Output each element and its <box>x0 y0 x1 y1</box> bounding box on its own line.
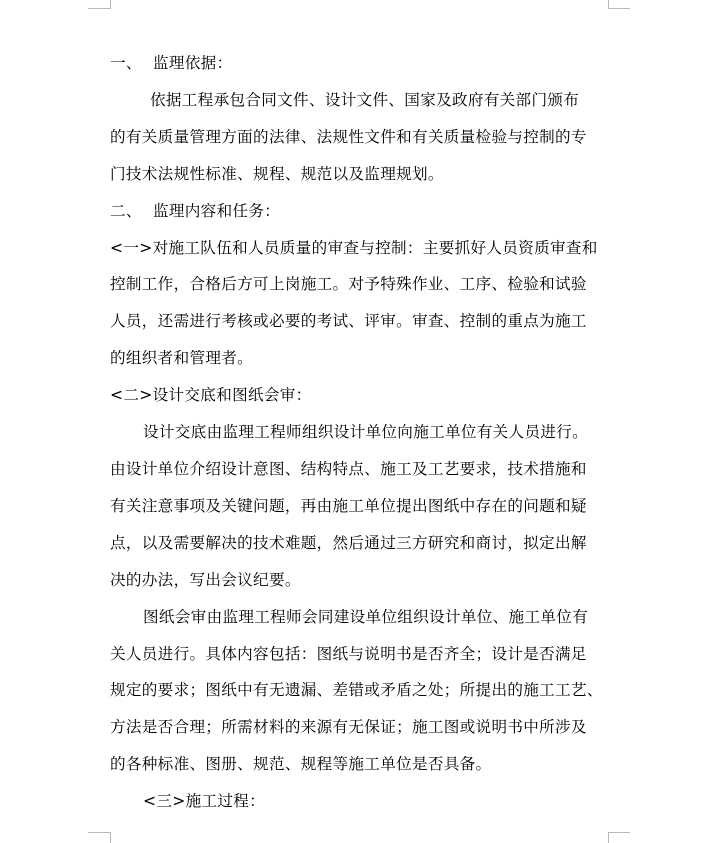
item1-line-3: 人员，还需进行考核或必要的考试、评审。审查、控制的重点为施工 <box>110 312 587 331</box>
crop-mark-top-left-h <box>88 8 110 9</box>
section1-heading <box>110 48 610 79</box>
item2-heading: <二>设计交底和图纸会审： <box>110 386 312 405</box>
item1-line-4: 的组织者和管理者。 <box>110 349 254 368</box>
crop-mark-bottom-left-h <box>88 832 110 833</box>
crop-mark-top-right-v <box>608 0 609 9</box>
document-body <box>110 48 610 817</box>
crop-mark-bottom-right-v <box>608 832 609 843</box>
crop-mark-bottom-right-h <box>608 832 630 833</box>
section1-title: 监理依据： <box>153 54 233 72</box>
item2-para2-line-2: 关人员进行。具体内容包括：图纸与说明书是否齐全；设计是否满足 <box>110 644 587 663</box>
item2-para1-line-5: 决的办法，写出会议纪要。 <box>110 570 301 589</box>
item2-para1-line-1: 设计交底由监理工程师组织设计单位向施工单位有关人员进行。 <box>143 423 589 442</box>
item2-para2-line-1: 图纸会审由监理工程师会同建设单位组织设计单位、施工单位有 <box>143 607 589 626</box>
section1-line-2: 的有关质量管理方面的法律、法规性文件和有关质量检验与控制的专 <box>110 127 587 146</box>
item2-para2-line-3: 规定的要求；图纸中有无遗漏、差错或矛盾之处；所提出的施工工艺、 <box>110 681 603 700</box>
item2-para2-line-4: 方法是否合理；所需材料的来源有无保证；施工图或说明书中所涉及 <box>110 718 587 737</box>
section2-heading <box>110 196 610 227</box>
item1-line-1: <一>对施工队伍和人员质量的审查与控制：主要抓好人员资质审查和 <box>110 238 598 257</box>
section2-number: 二、 <box>110 201 142 220</box>
crop-mark-top-left-v <box>110 0 111 9</box>
section1-line-3: 门技术法规性标准、规程、规范以及监理规划。 <box>110 164 444 183</box>
item3-heading: <三>施工过程： <box>143 792 266 811</box>
crop-mark-top-right-h <box>608 8 630 9</box>
section1-line-1: 依据工程承包合同文件、设计文件、国家及政府有关部门颁布 <box>150 90 580 109</box>
item2-para1-line-4: 点，以及需要解决的技术难题，然后通过三方研究和商讨，拟定出解 <box>110 533 587 552</box>
crop-mark-bottom-left-v <box>110 832 111 843</box>
item1-line-2: 控制工作，合格后方可上岗施工。对予特殊作业、工序、检验和试验 <box>110 275 587 294</box>
item2-para1-line-3: 有关注意事项及关键问题，再由施工单位提出图纸中存在的问题和疑 <box>110 496 587 515</box>
section2-title: 监理内容和任务： <box>153 201 281 220</box>
item2-para1-line-2: 由设计单位介绍设计意图、结构特点、施工及工艺要求，技术措施和 <box>110 459 587 478</box>
item2-para2-line-5: 的各种标准、图册、规范、规程等施工单位是否具备。 <box>110 755 492 774</box>
section1-number: 一、 <box>110 54 142 72</box>
